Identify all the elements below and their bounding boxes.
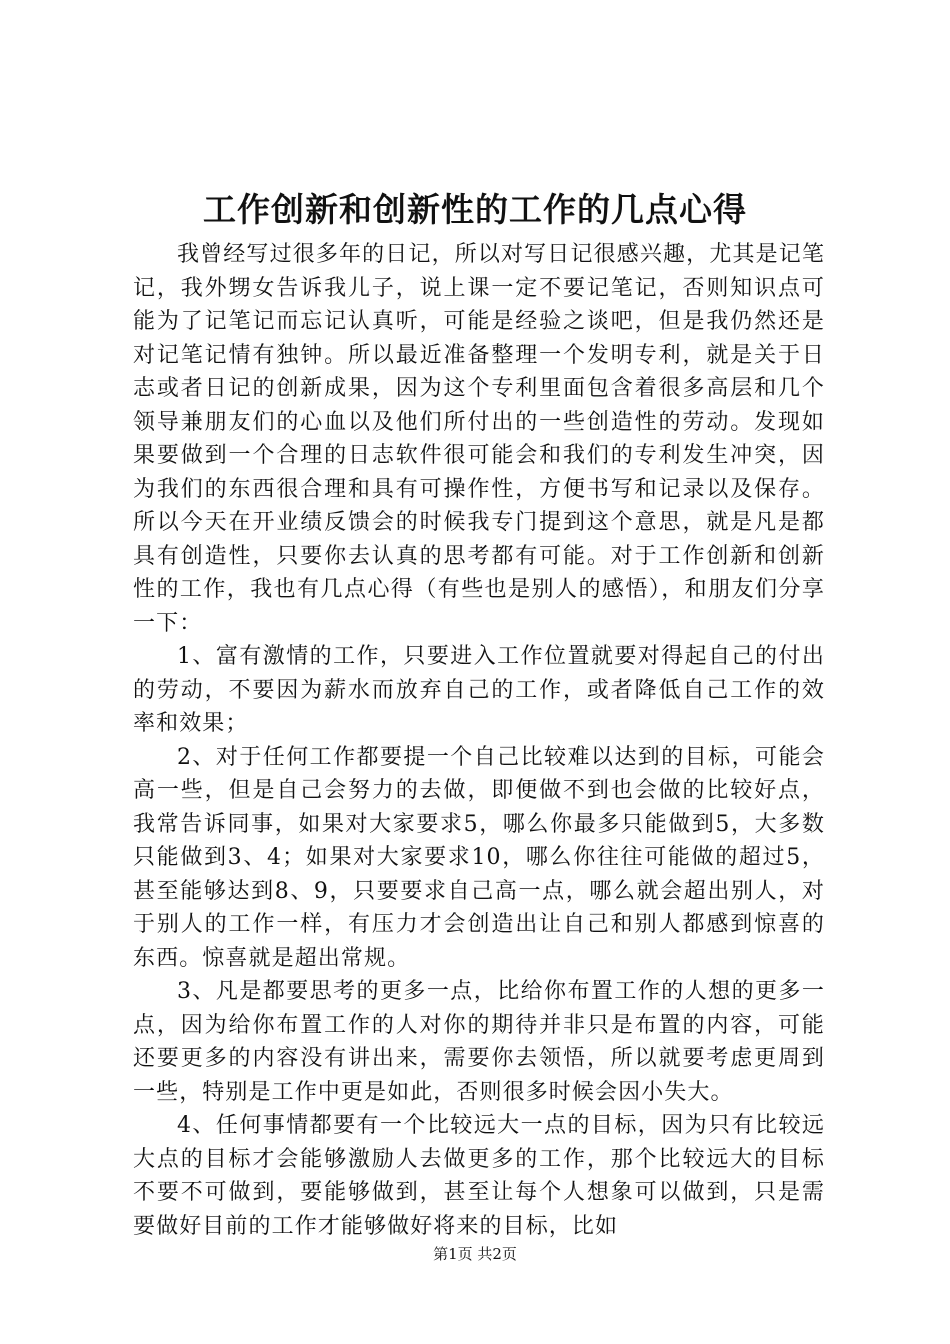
page-footer: 第1页 共2页 (433, 1245, 517, 1263)
document-title: 工作创新和创新性的工作的几点心得 (203, 190, 747, 229)
document-body (133, 238, 825, 1243)
paragraph-point-4: 4、任何事情都要有一个比较远大一点的目标，因为只有比较远大点的目标才会能够激励人去做更多的工作，那个比较远大的目标不要不可做到，要能够做到，甚至让每个人想象可以做到，只是需要做好目前的工作才能够做好将来的目标，比如 (133, 1113, 825, 1239)
paragraph-point-1: 1、富有激情的工作，只要进入工作位置就要对得起自己的付出的劳动，不要因为薪水而放弃自己的工作，或者降低自己工作的效率和效果； (133, 644, 825, 736)
paragraph-point-3: 3、凡是都要思考的更多一点，比给你布置工作的人想的更多一点，因为给你布置工作的人对你的期待并非只是布置的内容，可能还要更多的内容没有讲出来，需要你去领悟，所以就要考虑更周到一些，特别是工作中更是如此，否则很多时候会因小失大。 (133, 979, 825, 1105)
paragraph-intro: 我曾经写过很多年的日记，所以对写日记很感兴趣，尤其是记笔记，我外甥女告诉我儿子，说上课一定不要记笔记，否则知识点可能为了记笔记而忘记认真听，可能是经验之谈吧，但是我仍然还是对记笔记情有独钟。所以最近准备整理一个发明专利，就是关于日志或者日记的创新成果，因为这个专利里面包含着很多高层和几个领导兼朋友们的心血以及他们所付出的一些创造性的劳动。发现如果要做到一个合理的日志软件很可能会和我们的专利发生冲突，因为我们的东西很合理和具有可操作性，方便书写和记录以及保存。所以今天在开业绩反馈会的时候我专门提到这个意思，就是凡是都具有创造性，只要你去认真的思考都有可能。对于工作创新和创新性的工作，我也有几点心得（有些也是别人的感悟），和朋友们分享一下： (133, 242, 825, 636)
paragraph-point-2: 2、对于任何工作都要提一个自己比较难以达到的目标，可能会高一些，但是自己会努力的去做，即便做不到也会做的比较好点，我常告诉同事，如果对大家要求5，哪么你最多只能做到5，大多数只能做到3、4；如果对大家要求10，哪么你往往可能做的超过5，甚至能够达到8、9，只要要求自己高一点，哪么就会超出别人，对于别人的工作一样，有压力才会创造出让自己和别人都感到惊喜的东西。惊喜就是超出常规。 (133, 744, 825, 971)
